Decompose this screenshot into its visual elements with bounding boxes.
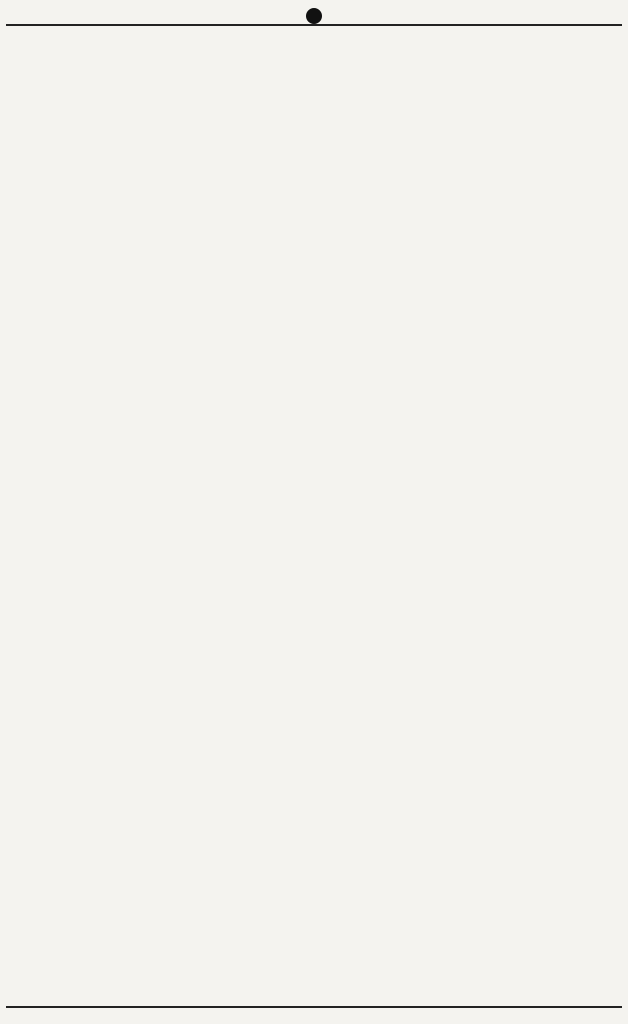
page-number: [306, 8, 322, 24]
top-rule: [6, 24, 622, 26]
bottom-rule: [6, 1006, 622, 1008]
masthead-info: [530, 8, 538, 24]
